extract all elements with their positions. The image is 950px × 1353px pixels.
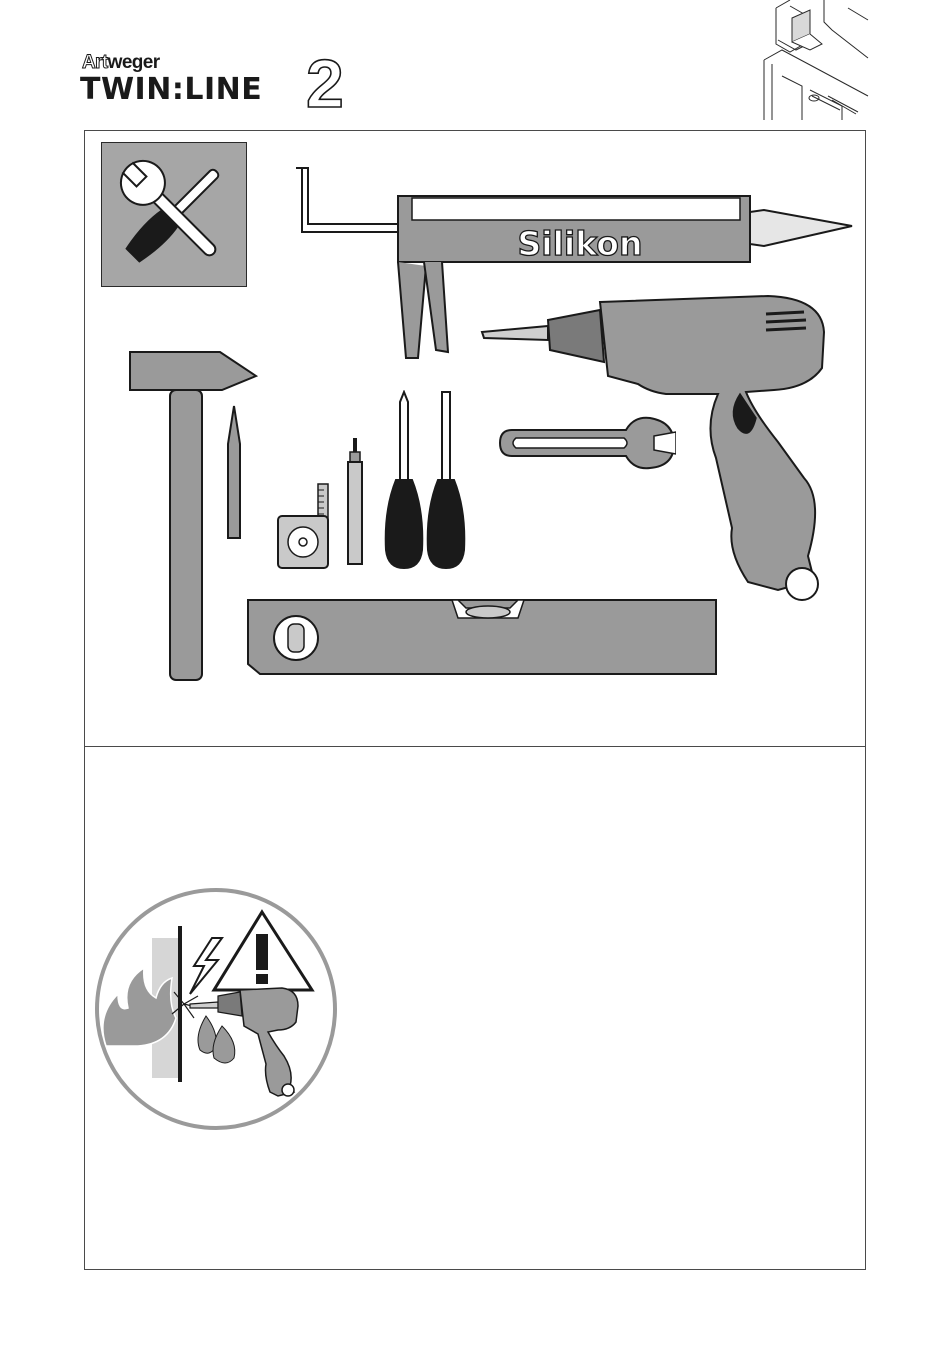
product-name: TWIN:LINE (80, 72, 263, 107)
phillips-screwdriver-icon (384, 390, 424, 572)
screwdriver-wrench-crossed-icon (101, 142, 247, 287)
marker-pen-icon (344, 436, 366, 568)
tape-measure-icon (274, 482, 334, 572)
brand-suffix: weger (107, 52, 160, 73)
open-end-wrench-icon (498, 414, 676, 472)
caulking-gun-label: Silikon (517, 224, 643, 263)
product-version: 2 (306, 46, 344, 122)
spirit-level-icon (246, 594, 720, 678)
warning-drilling-hidden-lines-icon (94, 886, 338, 1132)
product-corner-sketch-icon (762, 0, 870, 124)
brand-name (82, 52, 160, 74)
brand-logo (80, 46, 370, 122)
brand-prefix: Art (82, 52, 108, 73)
flathead-screwdriver-icon (426, 390, 466, 572)
chisel-icon (224, 404, 244, 542)
